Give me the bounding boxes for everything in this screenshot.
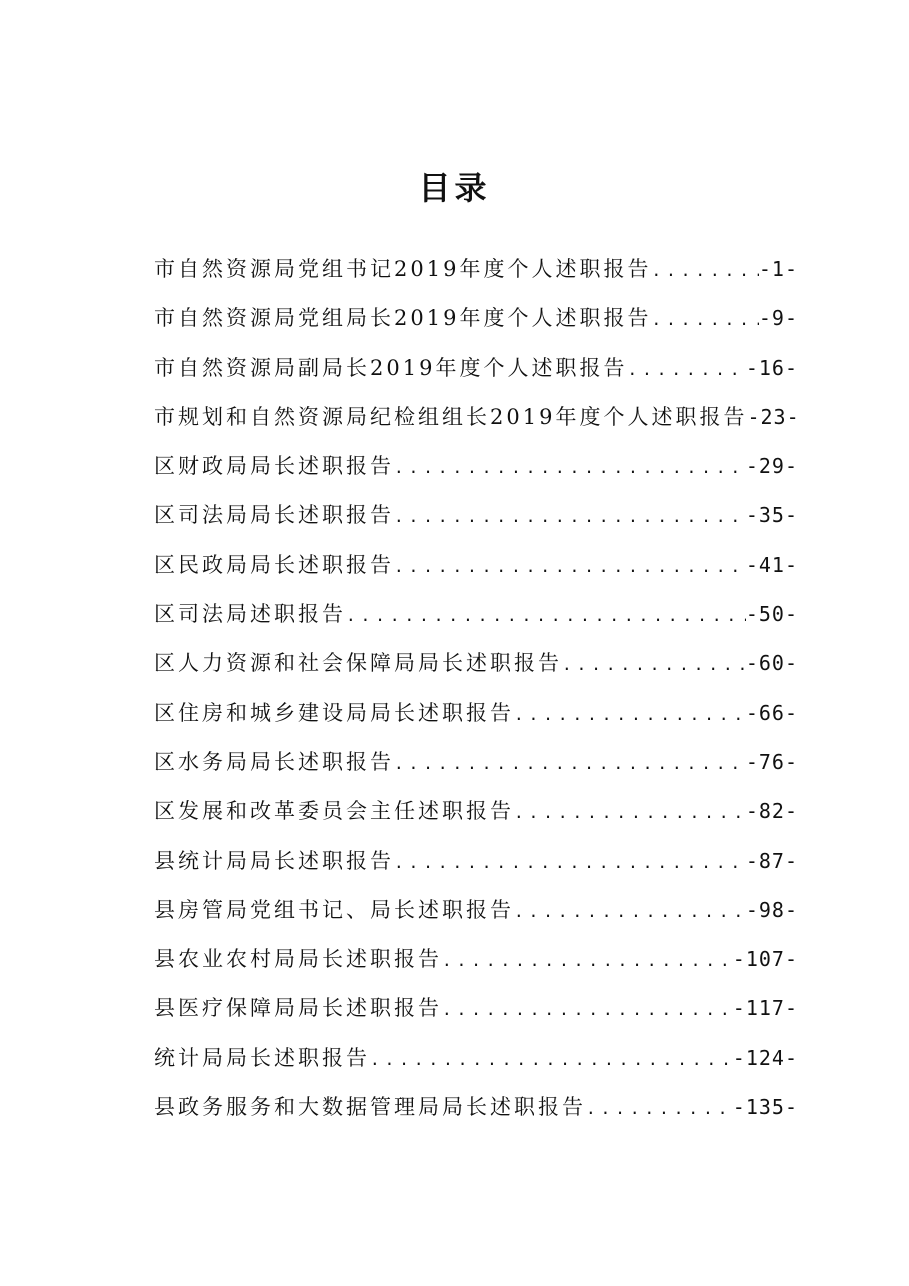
- toc-dot-leader: [651, 255, 758, 287]
- toc-entry-text: 区发展和改革委员会主任述职报告: [154, 799, 514, 824]
- toc-page-number: -117-: [732, 996, 798, 1021]
- toc-entry-text: 市规划和自然资源局纪检组组长2019年度个人述职报告: [154, 404, 748, 429]
- toc-entry[interactable]: [154, 1091, 798, 1140]
- toc-entry[interactable]: [154, 746, 798, 795]
- toc-page-number: -124-: [732, 1045, 798, 1070]
- toc-dot-leader: [394, 452, 746, 484]
- toc-dot-leader: [586, 1093, 733, 1125]
- toc-dot-leader: [370, 1044, 733, 1076]
- toc-entry[interactable]: [154, 845, 798, 894]
- toc-entry-text: 区住房和城乡建设局局长述职报告: [154, 700, 514, 725]
- toc-entry[interactable]: [154, 894, 798, 943]
- toc-entry-text: 县统计局局长述职报告: [154, 848, 394, 873]
- page-title: 目录: [418, 169, 491, 207]
- toc-dot-leader: [346, 600, 746, 632]
- toc-entry[interactable]: [154, 1042, 798, 1091]
- toc-dot-leader: [514, 896, 746, 928]
- toc-entry-text: 区民政局局长述职报告: [154, 552, 394, 577]
- toc-entry-text: 区水务局局长述职报告: [154, 749, 394, 774]
- toc-page-number: -23-: [747, 404, 800, 429]
- toc-entry-text: 县房管局党组书记、局长述职报告: [154, 897, 514, 922]
- toc-page-number: -66-: [745, 700, 798, 725]
- toc-entry[interactable]: [154, 943, 798, 992]
- toc-page-number: -76-: [745, 749, 798, 774]
- toc-entry-text: 县农业农村局局长述职报告: [154, 947, 442, 972]
- toc-dot-leader: [514, 699, 746, 731]
- toc-entry[interactable]: [154, 647, 798, 696]
- toc-entry-text: 统计局局长述职报告: [154, 1045, 370, 1070]
- toc-page-number: -1-: [758, 257, 798, 281]
- toc-dot-leader: [394, 748, 746, 780]
- toc-list: [154, 253, 798, 1140]
- toc-dot-leader: [442, 945, 733, 977]
- toc-page-number: -9-: [758, 306, 798, 331]
- toc-dot-leader: [394, 551, 746, 583]
- toc-page-number: -82-: [745, 799, 798, 824]
- toc-entry[interactable]: [154, 549, 798, 598]
- toc-page-number: -107-: [732, 947, 798, 972]
- toc-entry-text: 县政务服务和大数据管理局局长述职报告: [154, 1095, 586, 1120]
- toc-dot-leader: [651, 304, 758, 336]
- toc-page-number: -29-: [745, 454, 798, 479]
- toc-entry[interactable]: [154, 401, 798, 450]
- toc-page-number: -16-: [745, 355, 798, 380]
- toc-page-number: -98-: [745, 897, 798, 922]
- toc-page-number: -50-: [745, 602, 798, 627]
- toc-entry-text: 区司法局述职报告: [154, 602, 346, 627]
- toc-entry[interactable]: [154, 697, 798, 746]
- toc-dot-leader: [627, 354, 745, 386]
- toc-dot-leader: [514, 797, 746, 829]
- toc-dot-leader: [394, 501, 746, 533]
- toc-entry[interactable]: [154, 795, 798, 844]
- toc-page-number: -35-: [745, 503, 798, 528]
- toc-entry[interactable]: [154, 598, 798, 647]
- toc-entry[interactable]: [154, 253, 798, 302]
- toc-entry[interactable]: [154, 302, 798, 351]
- toc-dot-leader: [394, 847, 746, 879]
- toc-entry-text: 区司法局局长述职报告: [154, 503, 394, 528]
- toc-entry-text: 区财政局局长述职报告: [154, 454, 394, 479]
- toc-entry[interactable]: [154, 352, 798, 401]
- toc-entry-text: 区人力资源和社会保障局局长述职报告: [154, 651, 562, 676]
- toc-entry-text: 市自然资源局副局长2019年度个人述职报告: [154, 355, 628, 380]
- toc-entry-text: 市自然资源局党组局长2019年度个人述职报告: [154, 306, 652, 331]
- toc-entry[interactable]: [154, 499, 798, 548]
- toc-entry[interactable]: [154, 992, 798, 1041]
- toc-page-number: -41-: [745, 552, 798, 577]
- toc-page-number: -135-: [732, 1095, 798, 1120]
- toc-entry[interactable]: [154, 450, 798, 499]
- toc-page-number: -60-: [745, 651, 798, 676]
- toc-entry-text: 县医疗保障局局长述职报告: [154, 996, 442, 1021]
- toc-dot-leader: [442, 994, 733, 1026]
- toc-entry-text: 市自然资源局党组书记2019年度个人述职报告: [154, 257, 652, 281]
- toc-dot-leader: [562, 649, 746, 681]
- toc-page-number: -87-: [745, 848, 798, 873]
